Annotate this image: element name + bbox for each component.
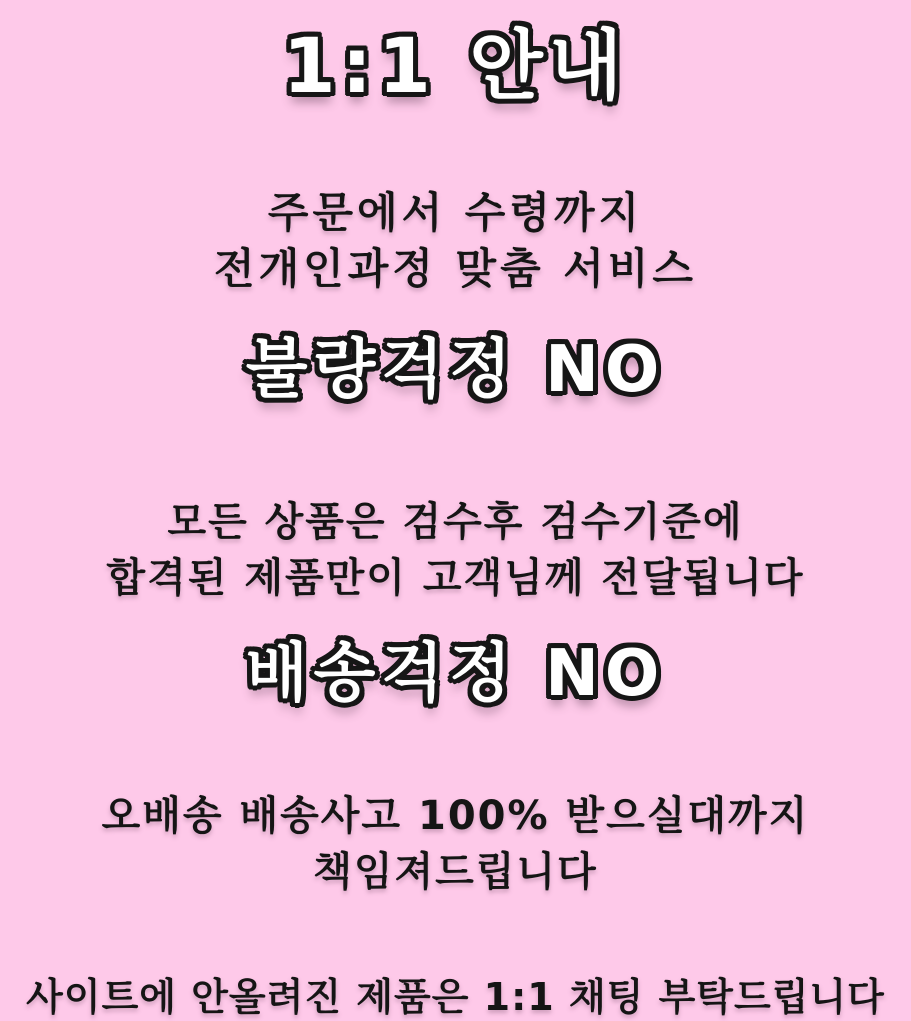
shipping-line-2: 책임져드립니다: [313, 848, 598, 895]
defects-line-2: 합격된 제품만이 고객님께 전달됩니다: [106, 554, 805, 601]
section-text-shipping: [102, 788, 810, 900]
section-heading-shipping: 배송걱정 NO: [245, 636, 666, 711]
section-heading-defects: 불량걱정 NO: [245, 332, 666, 407]
intro-text: [214, 185, 697, 298]
intro-line-1: 주문에서 수령까지: [267, 187, 644, 237]
footer-note: 사이트에 안올려진 제품은 1:1 채팅 부탁드립니다: [26, 974, 885, 1019]
intro-line-2: 전개인과정 맞춤 서비스: [214, 244, 697, 294]
defects-line-1: 모든 상품은 검수후 검수기준에: [167, 498, 744, 545]
poster-title: 1:1 안내: [282, 21, 629, 110]
shipping-line-1: 오배송 배송사고 100% 받으실대까지: [101, 792, 810, 839]
section-text-defects: [106, 494, 804, 606]
